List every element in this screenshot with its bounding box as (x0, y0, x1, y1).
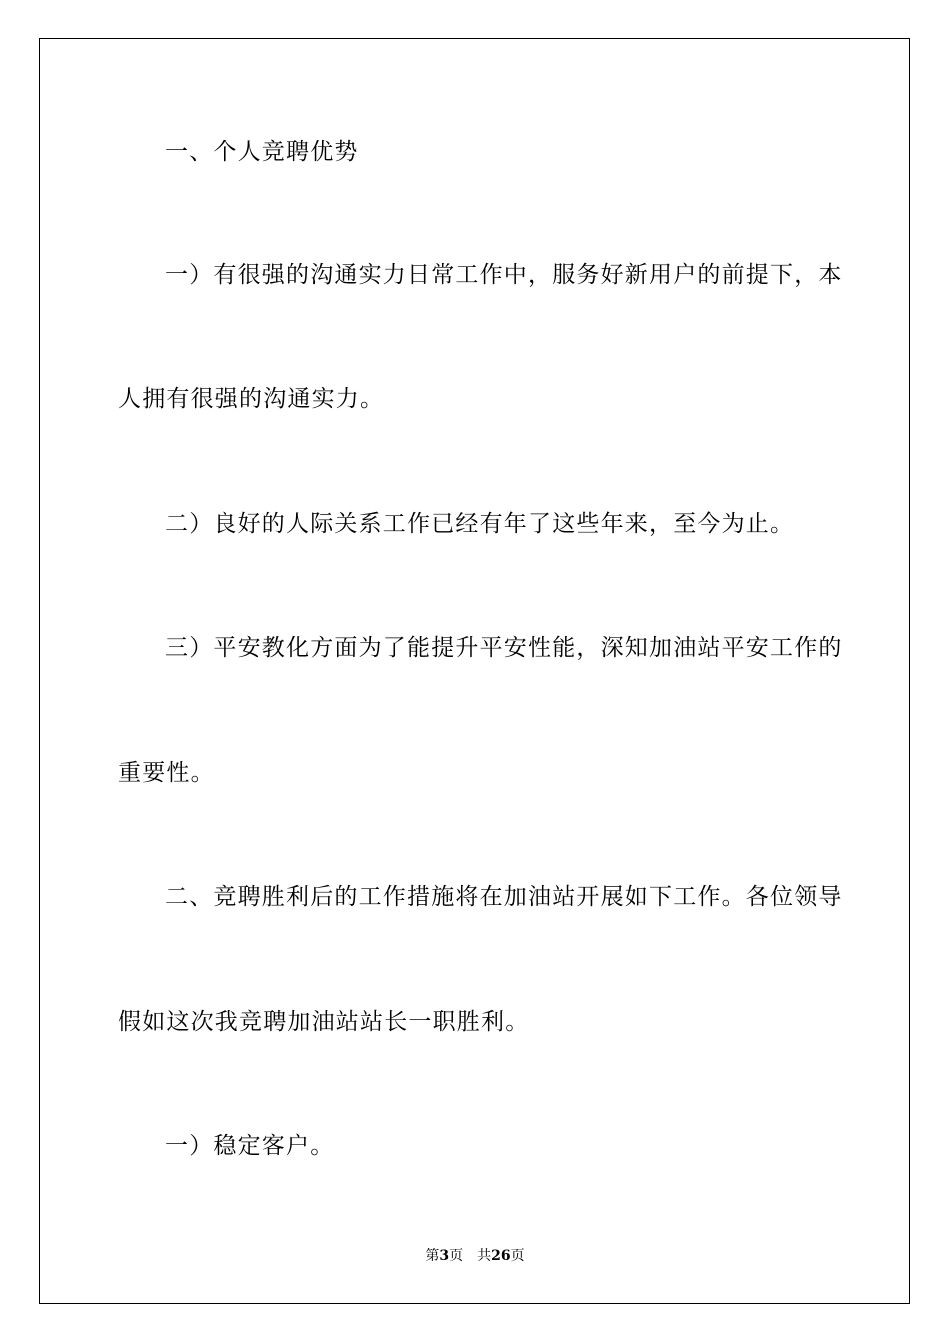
paragraph-communication-cont: 人拥有很强的沟通实力。 (118, 386, 385, 412)
paragraph-safety-education-cont: 重要性。 (118, 760, 215, 786)
total-suffix: 页 (510, 1248, 525, 1264)
total-pages: 26 (491, 1248, 511, 1264)
page-border (39, 38, 910, 1304)
paragraph-stable-customers: 一）稳定客户。 (165, 1133, 335, 1159)
total-prefix: 共 (477, 1248, 492, 1264)
heading-personal-advantages: 一、个人竞聘优势 (165, 139, 359, 165)
page-suffix: 页 (449, 1248, 464, 1264)
page-prefix: 第 (425, 1248, 440, 1264)
paragraph-work-measures-cont: 假如这次我竞聘加油站站长一职胜利。 (118, 1009, 530, 1035)
paragraph-communication: 一）有很强的沟通实力日常工作中，服务好新用户的前提下，本 (165, 262, 843, 288)
heading-work-measures: 二、竞聘胜利后的工作措施将在加油站开展如下工作。各位领导 (165, 884, 843, 910)
page-number: 3 (439, 1248, 450, 1264)
paragraph-safety-education: 三）平安教化方面为了能提升平安性能，深知加油站平安工作的 (165, 635, 843, 661)
page-footer (0, 1246, 950, 1266)
paragraph-relationships: 二）良好的人际关系工作已经有年了这些年来，至今为止。 (165, 511, 795, 537)
